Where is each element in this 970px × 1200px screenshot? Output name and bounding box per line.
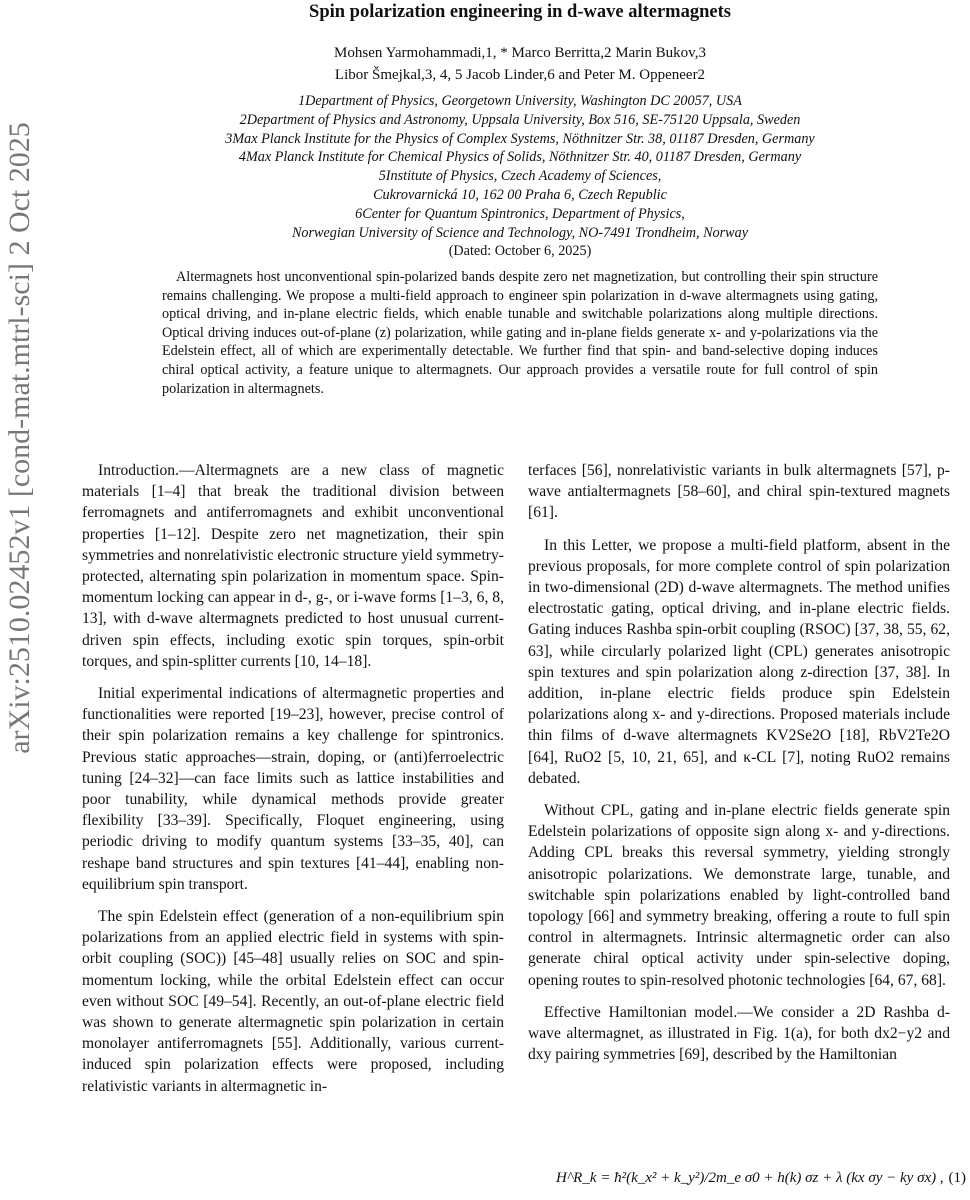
affiliation-5: 5Institute of Physics, Czech Academy of Sciences, xyxy=(378,168,662,185)
affiliation-6: 6Center for Quantum Spintronics, Department of Physics, xyxy=(355,205,685,222)
equation-1 xyxy=(528,1158,966,1198)
paragraph-experimental: Initial experimental indications of altermagnetic properties and functionalities were reported [19–23], however, precise control of their spin polarization remains a key challenge for spintronics. Previous static approaches—strain, doping, or (anti)ferroelectric tuning [24–32]—can face limits such as lattice instabilities and poor tunability, while dynamical methods provide greater flexibility [33–39]. Specifically, Floquet engineering, using periodic driving to modify quantum systems [33–35, 40], can reshape band structures and spin textures [41–44], enabling non-equilibrium spin transport. xyxy=(82,685,504,893)
paragraph-hamiltonian: Effective Hamiltonian model.—We consider a 2D Rashba d-wave altermagnet, as illustrated in Fig. 1(a), for both dx2−y2 and dxy pairing symmetries [69], described by the Hamiltonian xyxy=(528,1003,950,1064)
authors-line-2: Libor Šmejkal,3, 4, 5 Jacob Linder,6 and Peter M. Oppeneer2 xyxy=(334,67,706,83)
abstract: Altermagnets host unconventional spin-polarized bands despite zero net magnetization, but controlling their spin structure remains challenging. We propose a multi-field approach to engineer spin polarization in d-wave altermagnets using gating, optical driving, and in-plane electric fields, which enable tunable and switchable polarizations along multiple directions. Optical driving induces out-of-plane (z) polarization, while gating and in-plane fields generate x- and y-polarizations via the Edelstein effect, all of which are experimentally detectable. We further find that spin- and band-selective doping induces chiral optical activity, a feature unique to altermagnets. Our approach provides a versatile route for full control of spin polarization in altermagnets. xyxy=(162,269,878,397)
authors-line-1: Mohsen Yarmohammadi,1, * Marco Berritta,2 Marin Bukov,3 xyxy=(334,45,706,61)
right-column xyxy=(528,460,950,1076)
date-line: (Dated: October 6, 2025) xyxy=(448,243,592,260)
affiliation-5-address: Cukrovarnická 10, 162 00 Praha 6, Czech Republic xyxy=(373,186,667,203)
paragraph-continued: terfaces [56], nonrelativistic variants in bulk altermagnets [57], p-wave antialtermagnets [58–60], and chiral spin-textured magnets [61]. xyxy=(528,462,950,522)
paper-title: Spin polarization engineering in d-wave altermagnets xyxy=(309,2,731,22)
paragraph-edelstein: The spin Edelstein effect (generation of a non-equilibrium spin polarizations from an applied electric field in systems with spin-orbit coupling (SOC)) [45–48] usually relies on SOC and spin-momentum locking, while the orbital Edelstein effect can occur even without SOC [49–54]. Recently, an out-of-plane electric field was shown to generate altermagnetic spin polarization in certain monolayer antiferromagnets [55]. Additionally, various current-induced spin polarization effects were proposed, including relativistic variants in altermagnetic in- xyxy=(82,908,504,1095)
author-list xyxy=(0,42,970,86)
affiliation-1: 1Department of Physics, Georgetown University, Washington DC 20057, USA xyxy=(298,93,742,109)
hamiltonian-equation: H^R_k = ħ²(k_x² + k_y²)/2m_e σ0 + h(k) σz + λ (kx σy − ky σx) , xyxy=(556,1169,944,1186)
affiliation-6-address: Norwegian University of Science and Technology, NO-7491 Trondheim, Norway xyxy=(291,224,749,241)
left-column xyxy=(82,460,504,1108)
paragraph-proposal: In this Letter, we propose a multi-field platform, absent in the previous proposals, for more complete control of spin polarization in two-dimensional (2D) d-wave altermagnets. The method unifies electrostatic gating, optical driving, and in-plane electric fields. Gating induces Rashba spin-orbit coupling (RSOC) [37, 38, 55, 62, 63], while circularly polarized light (CPL) generates anisotropic spin textures and spin polarization along z-direction [37, 38]. In addition, in-plane electric fields produce spin Edelstein polarizations along x- and y-directions. Proposed materials include thin films of d-wave altermagnets KV2Se2O [18], RbV2Te2O [64], RuO2 [5, 10, 21, 65], and κ-CL [7], noting RuO2 remains debated. xyxy=(528,536,950,787)
arxiv-identifier: arXiv:2510.02452v1 [cond-mat.mtrl-sci] 2 Oct 2025 xyxy=(3,122,37,754)
paragraph-introduction: Introduction.—Altermagnets are a new class of magnetic materials [1–4] that break the traditional division between ferromagnets and antiferromagnets and exhibit unconventional properties [1–12]. Despite zero net magnetization, their spin symmetries and nonrelativistic electronic structure yield symmetry-protected, alternating spin polarization in momentum space. Spin-momentum locking can appear in d-, g-, or i-wave forms [1–3, 6, 8, 13], with d-wave altermagnets predicted to host unusual current-driven spin effects, including exotic spin torques, spin-orbit torques, and spin-splitter currents [10, 14–18]. xyxy=(82,462,504,670)
paragraph-cpl: Without CPL, gating and in-plane electric fields generate spin Edelstein polarizations of opposite sign along x- and y-directions. Adding CPL breaks this reversal symmetry, yielding strongly anisotropic polarizations. We demonstrate large, tunable, and switchable spin polarizations enabled by light-controlled band topology [66] and symmetry breaking, offering a route to full spin control in altermagnets. Intrinsic altermagnetic order can also generate chiral optical activity under spin-selective doping, opening routes to spin-resolved photonic technologies [64, 67, 68]. xyxy=(528,802,950,989)
affiliations xyxy=(0,92,970,261)
affiliation-3: 3Max Planck Institute for the Physics of Complex Systems, Nöthnitzer Str. 38, 01187 Dresden, Germany xyxy=(225,130,815,147)
affiliation-2: 2Department of Physics and Astronomy, Uppsala University, Box 516, SE-75120 Uppsala, Sweden xyxy=(239,111,801,128)
equation-number: (1) xyxy=(948,1169,966,1186)
arxiv-sidebar xyxy=(2,122,38,754)
affiliation-4: 4Max Planck Institute for Chemical Physics of Solids, Nöthnitzer Str. 40, 01187 Dresden, Germany xyxy=(238,149,802,166)
